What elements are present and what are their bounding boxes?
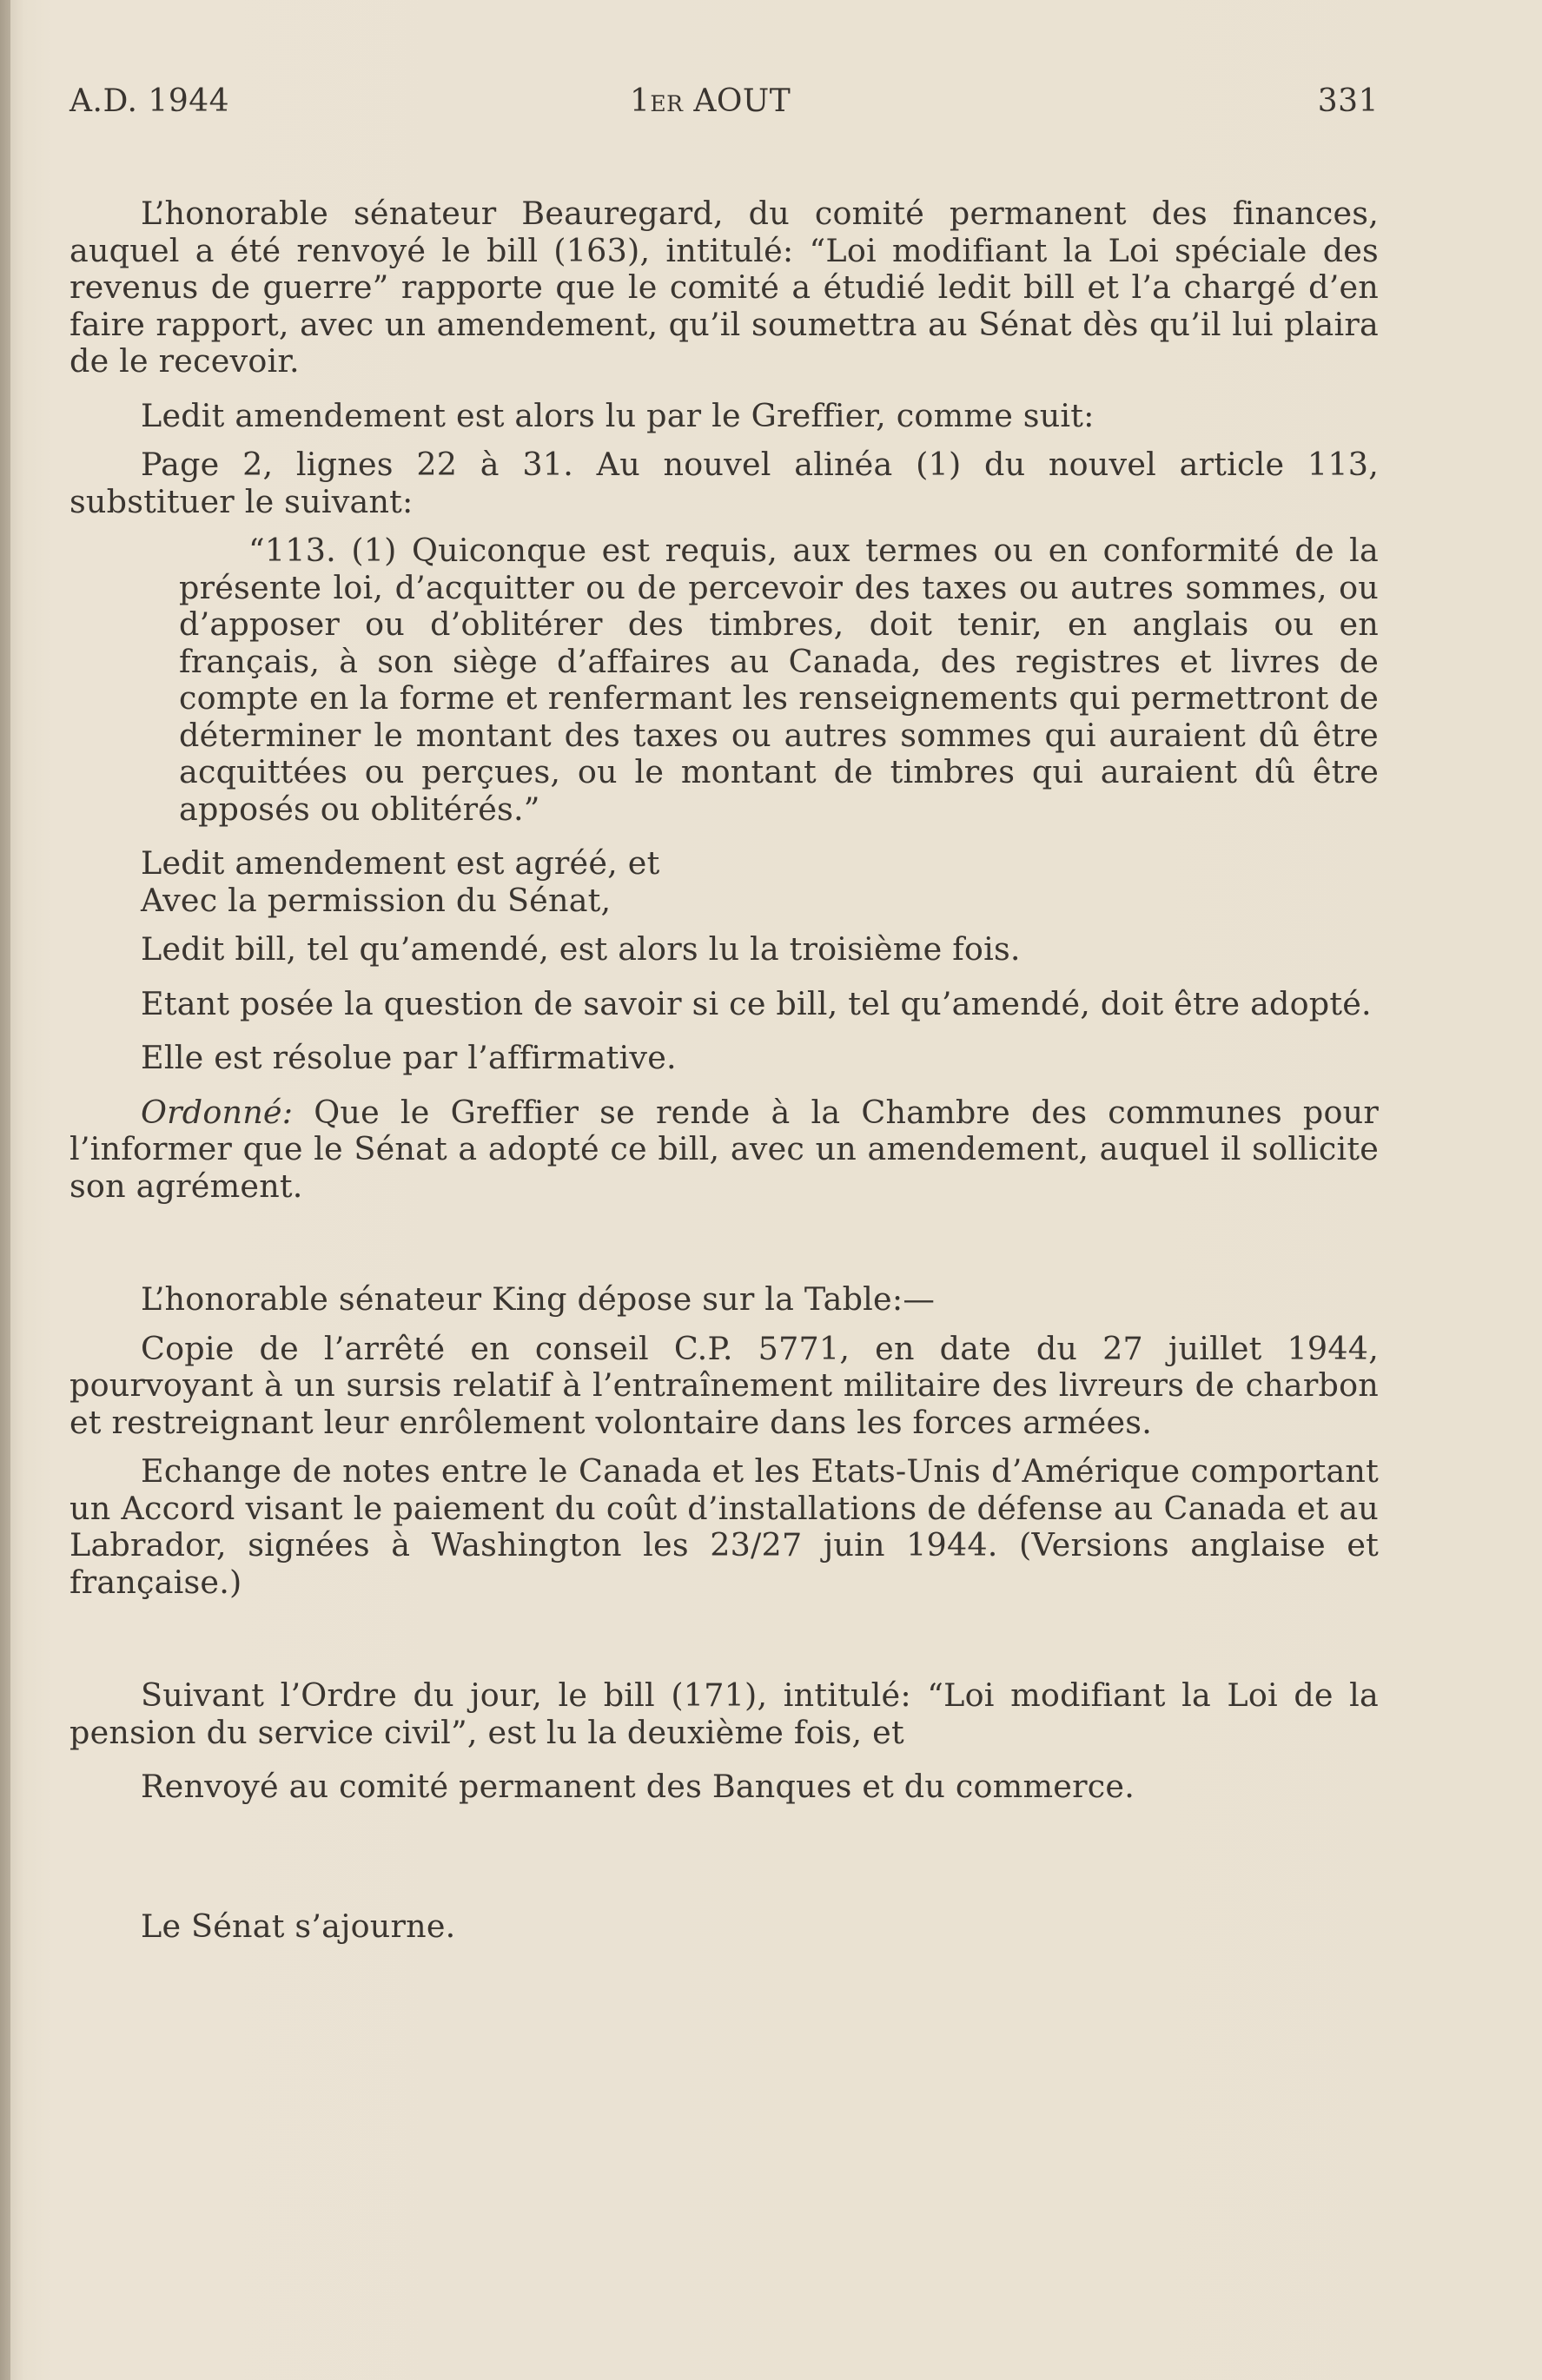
paragraph-third-reading: Ledit bill, tel qu’amendé, est alors lu la troisième fois. — [141, 930, 1021, 968]
header-date: 1er AOUT — [630, 83, 791, 119]
paragraph-amendment-location: Page 2, lignes 22 à 31. Au nouvel alinéa (1) du nouvel article 113, substituer le suivant: — [69, 446, 1379, 520]
paragraph-report: L’honorable sénateur Beauregard, du comité permanent des finances, auquel a été renvoyé le bill (163), intitulé: “Loi modifiant la Loi spéciale des revenus de guerre” rapporte que le comité a étudié ledit bill et l’a chargé d’en faire rapport, avec un amendement, qu’il soumettra au Sénat dès qu’il lui plaira de le recevoir. — [69, 195, 1379, 380]
page-number: 331 — [1317, 83, 1379, 119]
ordonne-text: Que le Greffier se rende à la Chambre des communes pour l’informer que le Sénat a adopté ce bill, avec un amendement, auquel il sollicite son agrément. — [69, 1093, 1379, 1205]
quoted-article-113: “113. (1) Quiconque est requis, aux termes ou en conformité de la présente loi, d’acquitter ou de percevoir des taxes ou autres sommes, ou d’apposer ou d’oblitérer des timbres, doit tenir, en anglais ou en français, à son siège d’affaires au Canada, des registres et livres de compte en la forme et renfermant les renseignements qui permettront de déterminer le montant des taxes ou autres sommes qui auraient dû être acquittées ou perçues, ou le montant de timbres qui auraient dû être apposés ou oblitérés.” — [179, 532, 1379, 828]
paragraph-order-in-council: Copie de l’arrêté en conseil C.P. 5771, en date du 27 juillet 1944, pourvoyant à un sursis relatif à l’entraînement militaire des livreurs de charbon et restreignant leur enrôlement volontaire dans les forces armées. — [69, 1329, 1379, 1441]
paragraph-amendment-intro: Ledit amendement est alors lu par le Greffier, comme suit: — [141, 396, 1095, 434]
paragraph-question: Etant posée la question de savoir si ce bill, tel qu’amendé, doit être adopté. — [141, 984, 1372, 1022]
paragraph-exchange-notes: Echange de notes entre le Canada et les Etats-Unis d’Amérique comportant un Accord visant le paiement du coût d’installations de défense au Canada et au Labrador, signées à Washington les 23/27 juin 1944. (Versions anglaise et française.) — [69, 1452, 1379, 1601]
ordonne-label: Ordonné: — [141, 1093, 294, 1131]
paragraph-permission: Avec la permission du Sénat, — [141, 881, 612, 919]
binding-shadow — [0, 0, 10, 2380]
page-body — [69, 195, 1379, 1945]
page-header — [69, 83, 1379, 136]
paragraph-referred: Renvoyé au comité permanent des Banques et du commerce. — [141, 1768, 1135, 1805]
paragraph-king-tables: L’honorable sénateur King dépose sur la Table:— — [141, 1280, 936, 1318]
header-year: A.D. 1944 — [69, 83, 230, 119]
paragraph-agreed: Ledit amendement est agréé, et — [141, 844, 660, 882]
paragraph-ordered — [69, 1094, 1379, 1206]
paragraph-order-of-day: Suivant l’Ordre du jour, le bill (171), intitulé: “Loi modifiant la Loi de la pension du service civil”, est lu la deuxième fois, et — [69, 1676, 1379, 1751]
paragraph-adjourn: Le Sénat s’ajourne. — [141, 1907, 456, 1945]
paragraph-affirmative: Elle est résolue par l’affirmative. — [141, 1039, 677, 1076]
